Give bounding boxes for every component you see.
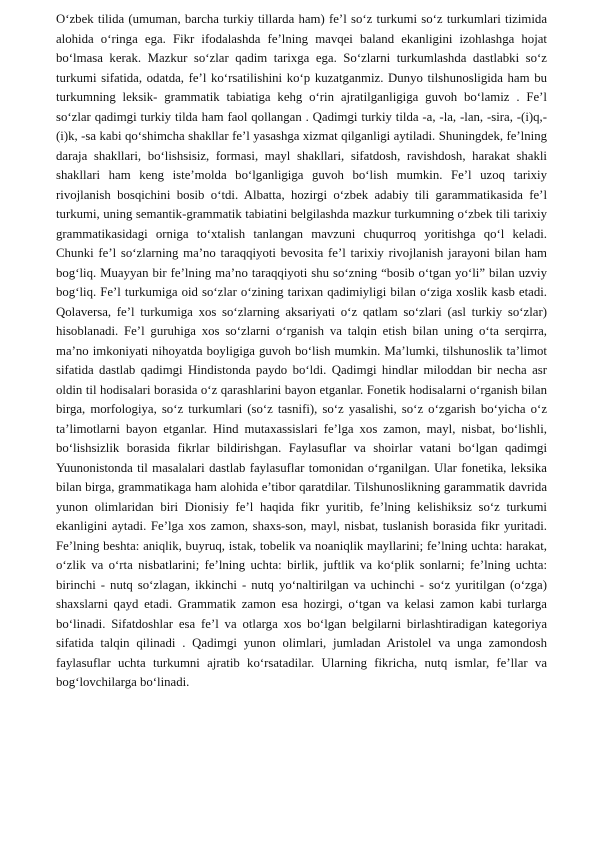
body-paragraph: O‘zbek tilida (umuman, barcha turkiy tillarda ham) fe’l so‘z turkumi so‘z turkumlari tizimida alohida o‘ringa ega. Fikr ifodalashda fe’lning mavqei baland ekanligini izohlashga hojat bo‘lmasa kerak. Mazkur so‘zlar qadim tarixga ega. So‘zlarni turkumlashda dastlabki so‘z turkumi sifatida, odatda, fe’l ko‘rsatilishini ko‘p kuzatganmiz. Dunyo tilshunosligida ham bu turkumning leksik- grammatik tabiatiga kehg o‘rin ajratilganligiga guvoh bo‘lamiz . Fe’l so‘zlar qadimgi turkiy tilda ham faol qollangan . Qadimgi turkiy tilda -a, -la, -lan, -sira, -(i)q,-(i)k, -sa kabi qo‘shimcha shakllar fe’l yasashga xizmat qilganligi aytiladi. Shuningdek, fe’lning daraja shakllari, bo‘lishsisiz, formasi, mayl shakllari, sifatdosh, ravishdosh, harakat shakli shakllari ham keng iste’molda bo‘lganligiga guvoh bo‘lish mumkin. Fe’l uzoq tarixiy rivojlanish bosqichini bosib o‘tdi. Albatta, hozirgi o‘zbek adabiy tili garammatikasida fe’l turkumi, uning semantik-grammatik tabiatini belgilashda mazkur turkumning o‘zbek tili tarixiy grammatikasidagi orniga to‘xtalish tanlangan mavzuni chuqurroq yoritishga qo‘l keladi. Chunki fe’l so‘zlarning ma’no taraqqiyoti bevosita fe’l tarixiy rivojlanish jarayoni bilan ham bog‘liq. Muayyan bir fe’lning ma’no taraqqiyoti shu so‘zning “bosib o‘tgan yo‘li” bilan uzviy bog‘liq. Fe’l turkumiga oid so‘zlar o‘zining tarixan qadimiyligi bilan o‘ziga xoslik kasb etadi. Qolaversa, fe’l turkumiga xos so‘zlarning aksariyati o‘z qatlam so‘zlari (asl turkiy so‘zlar) hisoblanadi. Fe’l guruhiga xos so‘zlarni o‘rganish va talqin etish bilan uning o‘ta serqirra, ma’no imkoniyati nihoyatda boyligiga guvoh bo‘lish mumkin. Ma’lumki, tilshunoslik ta’limot sifatida dastlab qadimgi Hindistonda paydo bo‘ldi. Qadimgi hindlar miloddan bir necha asr oldin til hodisalari borasida o‘z qarashlarini bayon etganlar. Fonetik hodisalarni o‘rganish bilan birga, morfologiya, so‘z turkumlari (so‘z tasnifi), so‘z yasalishi, so‘z o‘zgarish bo‘yicha o‘z ta’limotlarni bayon etganlar. Hind mutaxassislari fe’lga xos zamon, mayl, nisbat, bo‘lishli, bo‘lishsizlik borasida fikrlar bildirishgan. Faylasuflar va shoirlar vatani bo‘lgan qadimgi Yuunonistonda til masalalari dastlab faylasuflar tomonidan o‘rganilgan. Ular fonetika, leksika bilan birga, grammatikaga ham alohida e’tibor qaratdilar. Tilshunoslikning garammatik davrida yunon olimlaridan biri Dionisiy fe’l haqida fikr yuritib, fe’lning kelishiksiz so‘z turkumi ekanligini aytadi. Fe’lga xos zamon, shaxs-son, mayl, nisbat, tuslanish borasida fikr yuritadi. Fe’lning beshta: aniqlik, buyruq, istak, tobelik va noaniqlik mayllarini; fe’lning uchta: harakat, o‘zlik va o‘rta nisbatlarini; fe’lning uchta: birlik, juftlik va ko‘plik sonlarni; fe’lning uchta: birinchi - nutq so‘zlagan, ikkinchi - nutq yo‘naltirilgan va uchinchi - so‘z yuritilgan (o‘zga) shaxslarni qayd etadi. Grammatik zamon esa hozirgi, o‘tgan va kelasi zamon kabi turlarga bo‘linadi. Sifatdoshlar esa fe’l va otlarga xos bo‘lgan belgilarni birlashtiradigan kategoriya sifatida talqin qilinadi . Qadimgi yunon olimlari, jumladan Aristolel va unga zamondosh faylasuflar uchta turkumni ajratib ko‘rsatadilar. Ularning fikricha, nutq ismlar, fe’llar va bog‘lovchilarga bo‘linadi. — [56, 12, 547, 689]
document-page — [56, 10, 547, 693]
